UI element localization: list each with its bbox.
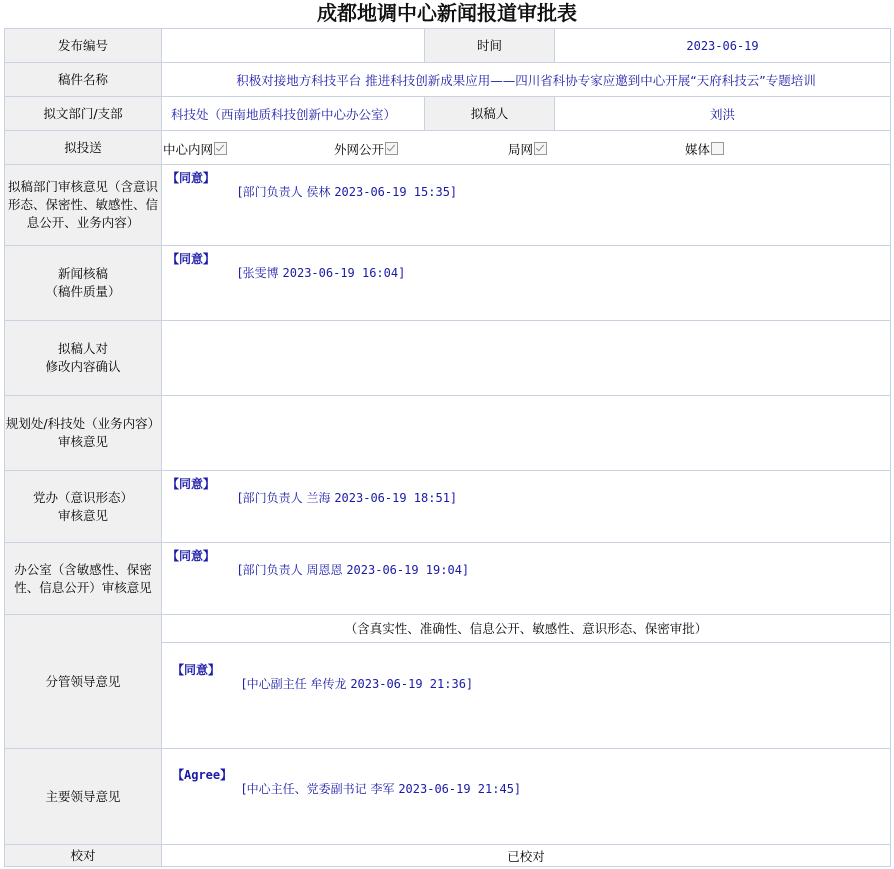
delivery-option-bureau[interactable] <box>508 140 547 158</box>
signer: [部门负责人 兰海 <box>238 491 331 505</box>
signer: [中心副主任 牟传龙 <box>242 677 347 691</box>
planning-review-label <box>5 396 162 471</box>
proofread-value: 已校对 <box>162 845 891 867</box>
delivery-options <box>162 131 891 165</box>
form-title: 成都地调中心新闻报道审批表 <box>317 1 577 25</box>
row-office-review <box>5 543 891 615</box>
party-office-label <box>5 471 162 543</box>
main-leader-signature <box>242 780 521 797</box>
doc-number-label: 发布编号 <box>5 29 162 63</box>
manuscript-value: 积极对接地方科技平台 推进科技创新成果应用——四川省科协专家应邀到中心开展“天府科技云”专题培训 <box>162 63 891 97</box>
dept-review-label: 拟稿部门审核意见（含意识形态、保密性、敏感性、信息公开、业务内容） <box>5 165 162 246</box>
party-office-cell <box>162 471 891 543</box>
row-doc-number <box>5 29 891 63</box>
row-deputy-leader <box>5 615 891 749</box>
dept-review-signature <box>238 183 457 200</box>
dept-review-cell <box>162 165 891 246</box>
party-office-verdict: 【同意】 <box>167 477 216 491</box>
signer: [中心主任、党委副书记 李军 <box>242 782 395 796</box>
office-review-signature <box>238 561 469 578</box>
drafter-value: 刘洪 <box>555 97 891 131</box>
time-label: 时间 <box>425 29 555 63</box>
sign-time: 2023-06-19 21:36] <box>350 677 474 691</box>
deputy-leader-note: （含真实性、准确性、信息公开、敏感性、意识形态、保密审批） <box>162 615 890 643</box>
delivery-option-label: 局网 <box>508 142 534 157</box>
delivery-option-label: 中心内网 <box>163 142 214 157</box>
deputy-leader-verdict: 【同意】 <box>172 663 221 677</box>
drafter-confirm-label-line2: 修改内容确认 <box>45 359 121 374</box>
party-office-label-line2: 审核意见 <box>57 507 108 523</box>
row-party-office <box>5 471 891 543</box>
sign-time: 2023-06-19 19:04] <box>346 563 470 577</box>
drafter-confirm-label <box>5 321 162 396</box>
news-review-verdict: 【同意】 <box>167 252 216 266</box>
row-delivery <box>5 131 891 165</box>
news-review-label <box>5 246 162 321</box>
doc-number-value <box>162 29 425 63</box>
signer: [张雯博 <box>238 266 279 280</box>
delivery-option-label: 外网公开 <box>334 142 385 157</box>
news-review-label-line2: （稿件质量） <box>45 284 121 299</box>
sign-time: 2023-06-19 18:51] <box>334 491 458 505</box>
delivery-option-label: 媒体 <box>685 142 711 157</box>
row-manuscript <box>5 63 891 97</box>
news-review-signature <box>238 264 405 281</box>
news-review-label-line1: 新闻核稿 <box>57 266 108 281</box>
manuscript-label: 稿件名称 <box>5 63 162 97</box>
row-planning-review <box>5 396 891 471</box>
department-label: 拟文部门/支部 <box>5 97 162 131</box>
delivery-option-intranet[interactable] <box>163 140 227 158</box>
checkbox-media[interactable] <box>711 142 724 155</box>
planning-review-label-line1: 规划处/科技处（业务内容） <box>5 416 161 431</box>
signer: [部门负责人 侯林 <box>238 185 331 199</box>
drafter-label: 拟稿人 <box>425 97 555 131</box>
drafter-confirm-label-line1: 拟稿人对 <box>57 341 108 356</box>
row-department <box>5 97 891 131</box>
main-leader-cell <box>162 749 891 845</box>
office-review-cell <box>162 543 891 615</box>
checkbox-public[interactable] <box>385 142 398 155</box>
deputy-leader-signature <box>242 675 473 692</box>
approval-form-table <box>4 28 891 867</box>
planning-review-cell <box>162 396 891 471</box>
checkbox-intranet[interactable] <box>214 142 227 155</box>
party-office-label-line1: 党办（意识形态） <box>32 489 133 505</box>
delivery-option-media[interactable] <box>685 140 724 158</box>
office-review-verdict: 【同意】 <box>167 549 216 563</box>
drafter-confirm-cell <box>162 321 891 396</box>
sign-time: 2023-06-19 21:45] <box>398 782 522 796</box>
party-office-signature <box>238 489 457 506</box>
row-main-leader <box>5 749 891 845</box>
signer: [部门负责人 周恩恩 <box>238 563 343 577</box>
row-drafter-confirm <box>5 321 891 396</box>
dept-review-verdict: 【同意】 <box>167 171 216 185</box>
row-proofread <box>5 845 891 867</box>
sign-time: 2023-06-19 16:04] <box>282 266 406 280</box>
checkbox-bureau[interactable] <box>534 142 547 155</box>
delivery-option-public[interactable] <box>334 140 398 158</box>
planning-review-label-line2: 审核意见 <box>57 434 108 449</box>
proofread-label: 校对 <box>5 845 162 867</box>
row-dept-review <box>5 165 891 246</box>
deputy-leader-label: 分管领导意见 <box>5 615 162 749</box>
sign-time: 2023-06-19 15:35] <box>334 185 458 199</box>
news-review-cell <box>162 246 891 321</box>
office-review-label: 办公室（含敏感性、保密性、信息公开）审核意见 <box>5 543 162 615</box>
row-news-review <box>5 246 891 321</box>
main-leader-label: 主要领导意见 <box>5 749 162 845</box>
department-value: 科技处（西南地质科技创新中心办公室） <box>162 97 425 131</box>
deputy-leader-cell <box>162 615 891 749</box>
time-value: 2023-06-19 <box>555 29 891 63</box>
delivery-label: 拟投送 <box>5 131 162 165</box>
main-leader-verdict: 【Agree】 <box>172 768 233 782</box>
